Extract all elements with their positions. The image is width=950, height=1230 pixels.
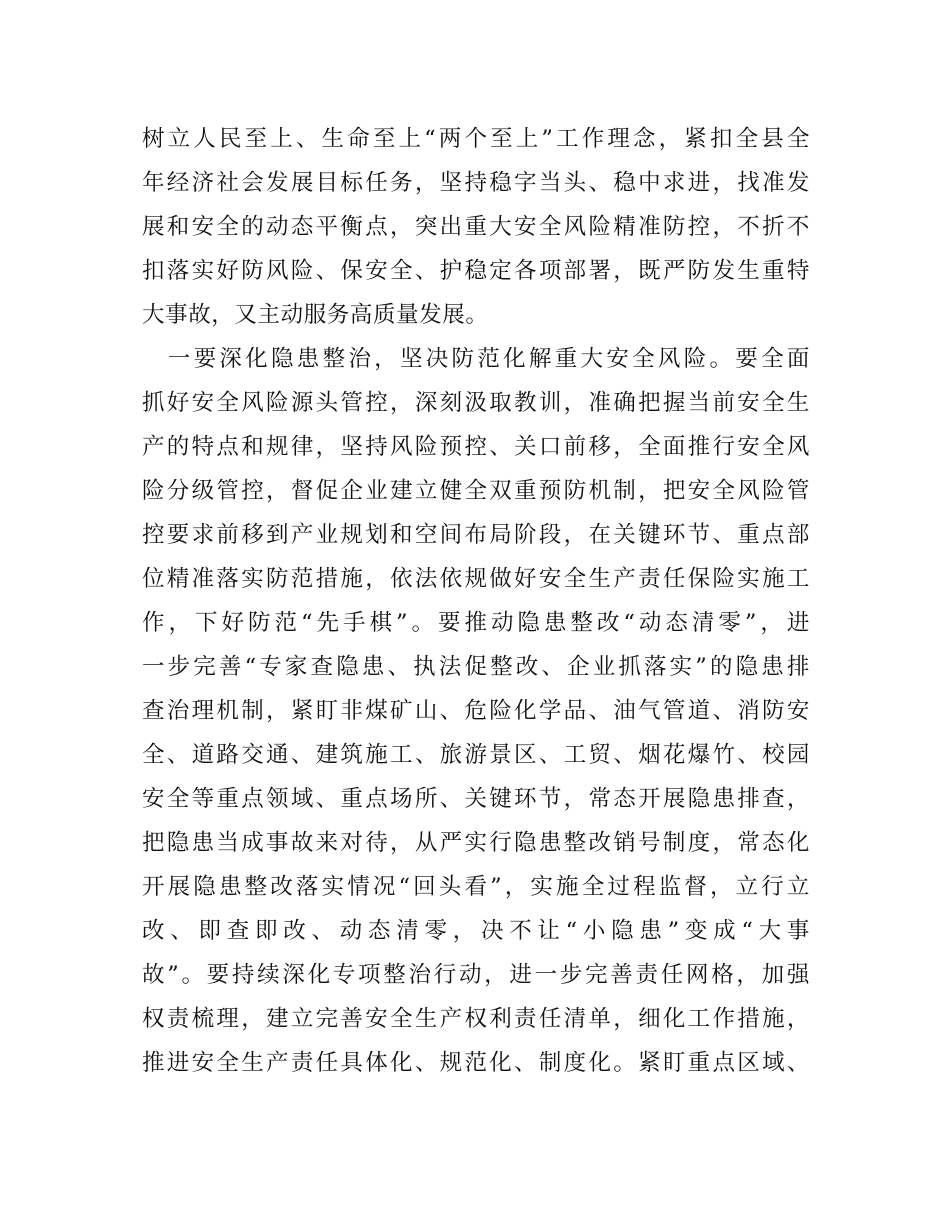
paragraph-line: 改、即查即改、动态清零，决不让“小隐患”变成“大事 (142, 918, 810, 944)
paragraph-line: 抓好安全风险源头管控，深刻汲取教训，准确把握当前安全生 (142, 390, 810, 416)
paragraph-1 (142, 122, 810, 332)
paragraph-line: 一步完善“专家查隐患、执法促整改、企业抓落实”的隐患排 (142, 654, 810, 680)
paragraph-line: 权责梳理，建立完善安全生产权利责任清单，细化工作措施， (142, 1006, 810, 1032)
paragraph-line: 大事故，又主动服务高质量发展。 (142, 302, 489, 328)
paragraph-line: 产的特点和规律，坚持风险预控、关口前移，全面推行安全风 (142, 434, 810, 460)
paragraph-line: 开展隐患整改落实情况“回头看”，实施全过程监督，立行立 (142, 874, 810, 900)
paragraph-line: 全、道路交通、建筑施工、旅游景区、工贸、烟花爆竹、校园 (142, 742, 810, 768)
paragraph-line: 年经济社会发展目标任务，坚持稳字当头、稳中求进，找准发 (142, 170, 810, 196)
paragraph-line: 安全等重点领域、重点场所、关键环节，常态开展隐患排查， (142, 786, 810, 812)
paragraph-line: 一要深化隐患整治，坚决防范化解重大安全风险。要全面 (142, 346, 810, 372)
paragraph-line: 作，下好防范“先手棋”。要推动隐患整改“动态清零”，进 (142, 610, 810, 636)
paragraph-line: 树立人民至上、生命至上“两个至上”工作理念，紧扣全县全 (142, 126, 810, 152)
paragraph-2 (142, 342, 810, 1092)
paragraph-line: 展和安全的动态平衡点，突出重大安全风险精准防控，不折不 (142, 214, 810, 240)
paragraph-line: 故”。要持续深化专项整治行动，进一步完善责任网格，加强 (142, 962, 810, 988)
paragraph-line: 查治理机制，紧盯非煤矿山、危险化学品、油气管道、消防安 (142, 698, 810, 724)
paragraph-line: 控要求前移到产业规划和空间布局阶段，在关键环节、重点部 (142, 522, 810, 548)
paragraph-line: 位精准落实防范措施，依法依规做好安全生产责任保险实施工 (142, 566, 810, 592)
paragraph-line: 扣落实好防风险、保安全、护稳定各项部署，既严防发生重特 (142, 258, 810, 284)
paragraph-line: 推进安全生产责任具体化、规范化、制度化。紧盯重点区域、 (142, 1050, 810, 1076)
paragraph-line: 把隐患当成事故来对待，从严实行隐患整改销号制度，常态化 (142, 830, 810, 856)
paragraph-line: 险分级管控，督促企业建立健全双重预防机制，把安全风险管 (142, 478, 810, 504)
